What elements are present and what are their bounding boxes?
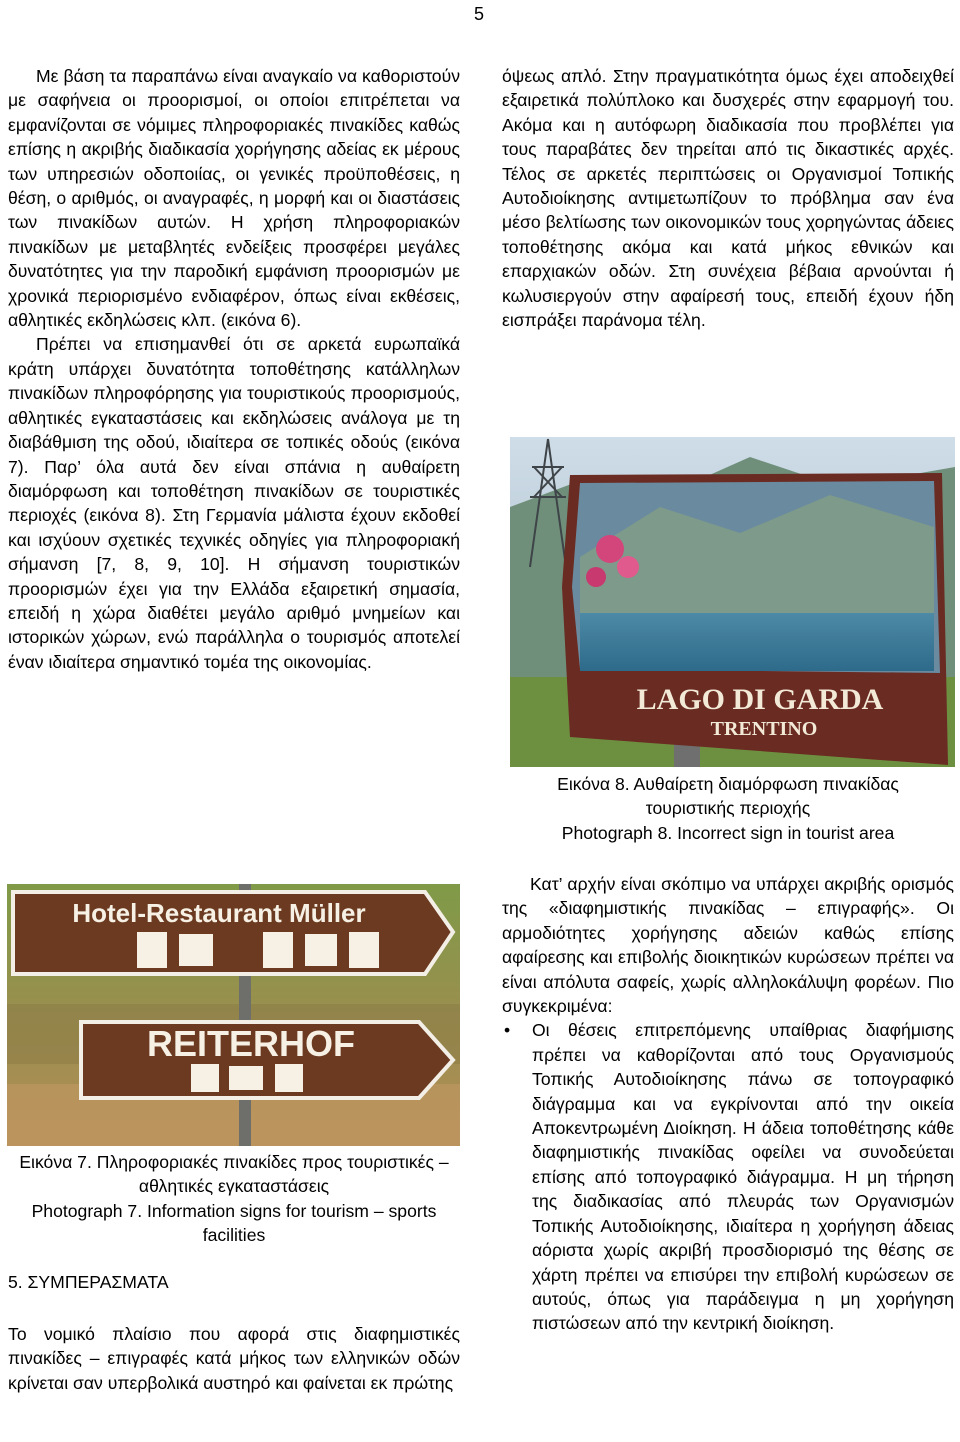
figure-7-photo — [7, 884, 460, 1146]
figure-7-top-sign-text: Hotel-Restaurant Müller — [72, 898, 366, 928]
right-paragraph-continued: όψεως απλό. Στην πραγματικότητα όμως έχει αποδειχθεί εξαιρετικά πολύπλοκο και δυσχερές στην εφαρμογή του. Ακόμα και η αυτόφωρη διαδικασία που προβλέπει για τους παραβάτες δεν τηρείται από τις δικαστικές αρχές. Τέλος σε αρκετές περιπτώσεις οι Οργανισμοί Τοπικής Αυτοδιοίκησης αντιμετωπίζουν το πρόβλημα σαν ένα μέσο βελτίωσης των οικονομικών τους χορηγώντας άδειες τοποθέτησης ακόμα και κατά μήκος εθνικών και επαρχιακών οδών. Στη συνέχεια βέβαια αρνούνται ή κωλυσιεργούν στην αφαίρεσή τους, επειδή έχουν ήδη εισπράξει παράνομα τέλη. — [502, 66, 954, 331]
list-item — [502, 1018, 954, 1335]
left-paragraph-2: Πρέπει να επισημανθεί ότι σε αρκετά ευρωπαϊκά κράτη υπάρχει δυνατότητα τοποθέτησης κατάλληλων πινακίδων πληροφόρησης για τουριστικούς προορισμούς, αθλητικές εγκαταστάσεις και εκδηλώσεις ανάλογα με τη διαβάθμιση της οδού, ιδιαίτερα σε τοπικές οδούς (εικόνα 7). Παρ’ όλα αυτά δεν είναι σπάνια η αυθαίρετη διαμόρφωση και τοποθέτηση πινακίδων σε τουριστικές περιοχές (εικόνα 8). Στη Γερμανία μάλιστα έχουν εκδοθεί και ισχύουν σχετικές τεχνικές οδηγίες για πληροφοριακή σήμανση [7, 8, 9, 10]. Η σήμανση τουριστικών προορισμών έχει για την Ελλάδα εξαιρετική σημασία, επειδή η χώρα διαθέτει μεγάλο αριθμό μνημείων και ιστορικών χώρων, ενώ παράλληλα ο τουρισμός αποτελεί έναν ιδιαίτερα σημαντικό τομέα της οικονομίας. — [8, 334, 460, 672]
figure-7-bottom-sign-text: REITERHOF — [146, 1023, 356, 1064]
figure-8-sign-line1: LAGO DI GARDA — [636, 683, 884, 716]
figure-8-billboard — [562, 473, 948, 765]
figure-8-caption-gr: Εικόνα 8. Αυθαίρετη διαμόρφωση πινακίδας τουριστικής περιοχής — [557, 774, 899, 819]
figure-7-bottom-sign — [81, 1022, 453, 1098]
conclusions-paragraph — [8, 1322, 460, 1395]
figure-8-sign-line2: TRENTINO — [710, 718, 818, 740]
figure-8-photo — [510, 437, 955, 767]
figure-7-caption — [8, 1150, 460, 1248]
right-paragraph-2: Κατ’ αρχήν είναι σκόπιμο να υπάρχει ακριβής ορισμός της «διαφημιστικής πινακίδας – επιγραφής». Οι αρμοδιότητες χορήγησης αδειών καθώς επίσης αφαίρεσης και επιβολής διοικητικών κυρώσεων πρέπει να είναι απόλυτα σαφείς, χωρίς αλληλοκάλυψη φορέων. Πιο συγκεκριμένα: — [502, 874, 954, 1017]
figure-7-caption-gr: Εικόνα 7. Πληροφοριακές πινακίδες προς τουριστικές – αθλητικές εγκαταστάσεις — [19, 1152, 449, 1197]
bullet-list — [502, 1018, 954, 1335]
page-number: 5 — [474, 4, 485, 24]
figure-8-caption — [502, 772, 954, 845]
conclusions-text: Το νομικό πλαίσιο που αφορά στις διαφημιστικές πινακίδες – επιγραφές κατά μήκος των ελληνικών οδών κρίνεται σαν υπερβολικά αυστηρό και φαίνεται εκ πρώτης — [8, 1324, 460, 1393]
section-heading: 5. ΣΥΜΠΕΡΑΣΜΑΤΑ — [8, 1272, 169, 1292]
bullet-1-text: Οι θέσεις επιτρεπόμενης υπαίθριας διαφήμισης πρέπει να καθορίζονται από τους Οργανισμούς Τοπικής Αυτοδιοίκησης πάνω σε τοπογραφικό διάγραμμα και να εγκρίνονται από την οικεία Αποκεντρωμένη Διοίκηση. Η άδεια τοποθέτησης κάθε διαφημιστικής πινακίδας οφείλει να συνοδεύεται επίσης από τοπογραφικό διάγραμμα. Η μη τήρηση της διαδικασίας από πλευράς των Οργανισμών Τοπικής Αυτοδιοίκησης, ιδιαίτερα η χορήγηση άδειας αόριστα χωρίς ακριβή προσδιορισμό της θέσης σε χάρτη πρέπει να επισύρει την επιβολή κυρώσεων σε αυτούς, όπως για παράδειγμα η μη χορήγηση πιστώσεων από την κεντρική διοίκηση. — [532, 1020, 954, 1334]
right-column-bottom-text — [502, 872, 954, 1336]
bullet-mark: • — [504, 1020, 511, 1041]
left-paragraph-1: Με βάση τα παραπάνω είναι αναγκαίο να καθοριστούν με σαφήνεια οι προορισμοί, οι οποίοι επιτρέπεται να εμφανίζονται σε νόμιμες πληροφοριακές πινακίδες καθώς επίσης η ακριβής διαδικασία χορήγησης αδείας εκ μέρους των υπηρεσιών οδοποιίας, οι γενικές προϋποθέσεις, η θέση, ο αριθμός, οι αναγραφές, η μορφή και οι διαστάσεις των πινακίδων αυτών. Η χρήση πληροφοριακών πινακίδων με μεταβλητές ενδείξεις προσφέρει μεγάλες δυνατότητες για την παροδική εμφάνιση προορισμών με χρονικά περιορισμένο ενδιαφέρον, όπως είναι εκθέσεις, αθλητικές εκδηλώσεις κλπ. (εικόνα 6). — [8, 66, 460, 331]
figure-8-caption-en: Photograph 8. Incorrect sign in tourist area — [561, 822, 895, 843]
figure-7-top-sign — [13, 892, 453, 974]
figure-7-caption-en: Photograph 7. Information signs for tourism – sports facilities — [31, 1200, 437, 1246]
right-column-text — [502, 64, 954, 332]
left-column-text — [8, 64, 460, 674]
